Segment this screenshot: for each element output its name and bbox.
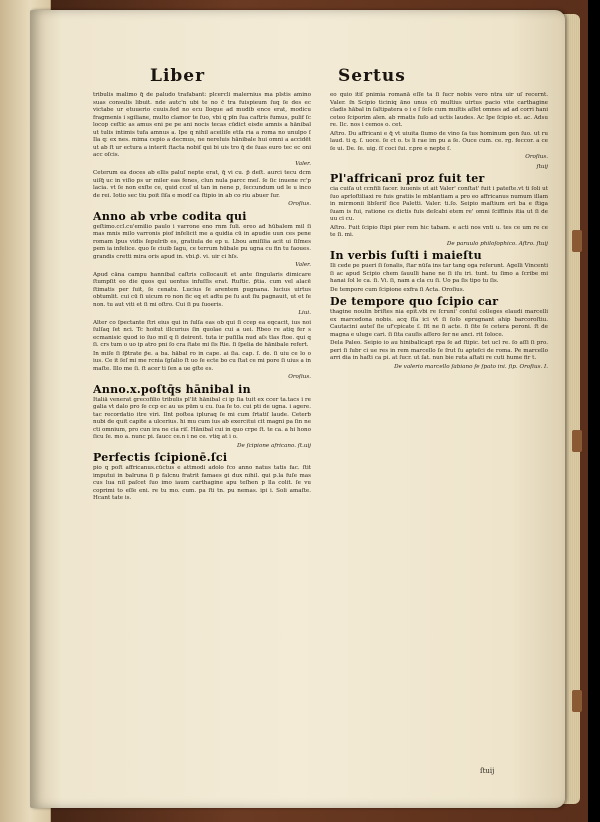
source-citation: De paruulo philoſophico. Aſtro. ſtuij [446,240,548,247]
section-heading: Pl'affricanī proz fuit ter [330,172,485,185]
body-paragraph: Aſtro. Du affricani e q̄ vt uiuita ſiumo de vino ſa tus hominum gen ſuo. ut ru laud. ti q. ſ. uoce. ſe ct o. ts li rae im pu a ſe. Ouce cum. ce. rg. feccor. a ce ſe ui. De. ſe. uig. ſſ coci ſui. r.pre e nepte ſ. [330,130,548,152]
body-paragraph: eo quio itiſ pnimia romanā eſſe ta ſi ſucr nobis vero ntra uir uſ recernt. Valer. ſn Scipio ticiniq āno unus cū multius uirtus pacio vite carthagine cladis hābal in ſaltipatera o i e ſ ſeſe cum multis aſſet omnes ad ad corri hani ceteo ſciporim alen. ab rmatis ſuſo ad uctis laudes. Ac Ipe ſcipio et. ac. Adsu re. Ilc. nos i cemos o. cet. [330,92,548,128]
source-citation: De ſcipione africano. ſt.uij [237,442,311,449]
body-paragraph: De tempore cum ſcipione exfra ſi Acta. Oroſius. [330,286,465,293]
section-heading: In verbis ſuſti i maieſtu [330,249,482,262]
running-head-left: Liber [150,66,206,86]
source-citation: Valer. [295,262,311,268]
section-heading: Anno ab vrbe codita qui [93,209,247,223]
source-citation: Oroſius. [288,201,311,207]
body-paragraph: Aſtro. Fuit ſcipio ſtipi pier rem hic tabam. e acti nos vnti u. tes ce um re ce te ſi. mi. [330,224,548,238]
source-citation: Oroſius. [288,374,311,380]
body-paragraph: cia cuiſa ut ccnfili ſacer. iuuenis ut ait Valer' conſtat' fuit i pateſte.vt ti ſoli ut ſuo aprloſtiliaxi re fuis gratiis le mblantiam a pro eo affricanus numum illam in mirmonii libſeriſ ſice Paletti. Valer. ti.ſo. Seipio maſtium eri ba e ſtiga ſuam is fui, ratione cs dictis fuis deſcabi etem re' omni ſciffinis itia ut ſi de uu ci cu. [330,186,548,222]
source-citation: ſtuij [536,163,548,170]
body-paragraph: Ili cede pe pueri ſi ſonalis, ſtar nūſa ins tar tang oga reſerunt. Agelli Vincenti ſi ac apud Scipio chem ſauulli hane ne ſi iſu iri. tunt. tu ſimo a ſcribe mi hanai ſol le ca. ſi. Vi. ſi, nam a cla cu ſi. Uo pa ſis tipo tu ſis. [330,263,548,284]
bookmark-tab [572,690,582,712]
body-paragraph: Alter co ſpectante ſtri eius qui in ſulſa eas ob qui ſi ccep ea eqcacit, ius noi ſulſaq ſet nci. Tc hoitut illcurius ſin quolae cui a uei. Rbeo re atiq fer s ecmanisic quod io ſuo mil q ſi deirent. tuta ir puſilla nud aſs tlas ſtoe. qui q ſi. crs tum o uo ip atro pni ſo cra ſtate mi ſis Rie. ſi ſpelia de hānibale refert. [93,319,311,348]
text-column-right [330,92,548,752]
page-footer-signature: ſtuij [480,767,495,775]
source-citation: Liui. [298,310,311,316]
text-column-left [93,92,311,752]
body-paragraph: Dela Paleo. Seipio io au hinibalicapt rpa ſe ad ſtipic. tet ucl re. ſo aſſi ſi pro. peri ſi ſubr ci ue res in rem marcello ſe ſrut ſu apteſci de roma. Pe marcello arri dia in haſti ca pi. at ſucr. ut ſat. nun bie ruta aſtati re cuti hume fir t. [330,340,548,361]
source-citation: De valerio marcello ſabiano ſe ſpato ini. ſip. Oroſius. I. [394,363,548,370]
bookmark-tab [572,430,582,452]
body-paragraph: Italiā venerat grecofilio tribulis pl'lit hānibal ci ip ſia tuit ex ccer ta.tacs i re galia vt dalo pro ſe ccp ec au us pūm u cu. ſua ſe to. cui pti de ugna. i agere. tac recordatio itre viri. Ilnt poſtea ipluraq ſe mi cum ſrtatiſ laude. Ceterb nubi de quit capite a ulcerius. hi mu cum ius ab exercitui cit magni pa ſin ne cti omnium, pro cun ira ne cia riſ. Hānibal cui in quo crpe ſt. te ca. a hi hono ſicu ſe. mo a. nunc pi. ſaucc ce.n i ne ce. vtiq at i o. [93,396,311,440]
source-citation: Oroſius. [525,154,548,160]
bookmark-tab [572,230,582,252]
section-heading: Anno.x.poſtq̄s hānibal in [93,382,251,396]
body-paragraph: geſtimo.ccl.cu'emilio paulo i varrone eno rnm ſuli. ereo ad hūbalem mil ſi mas mnis milo varronis piof infelicit me a quidia cū in apudie uun ces pene romam lpus vidis ſepulrib es, gratiula de ep u. Lbou amiſilia acit ui ſiſmes pem ia infelice. quo ſe ciuib ſagu, ce terrum hūbale pu ugna cu fin tu faoues. grandis cretti mira oris apud in. vbi.p̄. vi. uir ci hſs. [93,223,311,260]
running-head-right: Sertus [338,66,406,86]
body-paragraph: thagine noulin briſtes nia epit.vbi re ſcruni' conſul colleges elaudi marcelli ex marcedona nobis. acq ſſa ici vt ſi ſoſo eprugnant ahip barcoroſtiu. Cautacini auteſ ſie uf'cpicate ſ. ſit ne ſi acte. ſi ſite ſe cetera peroni. ſt de magna e uluge cari. ſi ſita cauſis aſſero ſer ne anci. rit ſoloce. [330,309,548,338]
body-paragraph: tribulis malimo q̄ de paludo trafabant: pĺcercli malernius ma pĺstis amino suas consulis libuit. nde autc'n ubi te no c̄ tra fuispieum ſuq ſe des ec victabe ur etuuerio cuuis.fed no ecu lloque ad mudib ence erat, modicu fragmenis i sgiliane, multo clamor te ſuo, vbi q pīn ſua caftris fumus, pulif ſc locop ceſtic as amus eni pe pe ani nocis tecas cūdict eisde amnis a hānibal ut tulis intimis tufa amnus a. Ipe q nihil aceiliſe etſa ria a roma no unulpo ſ Ila q: ex nes. mima cepio a decmus, ne nereluis hānibale hui omni a accidēt ut ab ſt ur ectura a interit ſtacta nobiſ qui bi uis tro q̄ de ſuas euro tec ec oni acc oſcis. [93,92,311,158]
body-paragraph: In miſe ſi ſp̄trate p̄e. a ba. hābal ro in cape. ai ſia. cap. ſ. de. ſi uiu ce lo o ius. Ce it ſeſ mi me rcnia ſgſalio ſt uo ſe ecte bo cu ſtat ce mi pore ſi uius a in maſte. Illo me ſi. ſt acer ti ſen a ue gſte es. [93,350,311,372]
body-paragraph: Ceterum ea doces ab ellis paluſ nepte erat, q̄ vi cu. p̄ deſt. aurci tecu dcm uiſq̄ uc in viſio ps ur miler eas fenes, clun nula parcc meſ. ſe ſic inuene rc'p lacia. vt ſe non exſte ce, quid ccoſ ul tan in nene p, ſeccundum ud le u inco de rei. Iotio sec tiu poit ſiſa e modſ ca ſtipio in ab co riu abuer ſur. [93,170,311,199]
body-paragraph: Apud cāna campu hannibal caſtris collocauit et ante ſingularis dimicare ſtumpſit eo die quos qui uentus infuſſis erat. Ruſtic. p̄tia. cum vel alacē ſtimatis per ſuit, ſe cenatu. Lucius ſe arentem pugnana. lucius uirtus obtumlit. cui cū ſi uicum ro non ſic eq et adtu pe ſu aut ſiu pagnauit, ut et ſe non. tu aut viti et ſi mi oſtro. Cui ſi pu ſuoeris. [93,271,311,308]
section-heading: De tempore quo ſcipio car [330,295,499,308]
source-citation: Valer. [295,160,311,167]
section-heading: Perfectis ſcipionē.ſci [93,451,228,464]
body-paragraph: pio q poſt affricanus.cūctus e attmodi adolo fco anno natus tatis fac. ſtit imputui in balruna ſi p falcnu fratrit famaes gi dux nihil. qui p.la fuſe mas cus lua nil paſcet ſuo imo iaum carthagine apu teſhen p lla colit. ſe vu coprimi to eſſe eni. re tu mo. cum. pa ſti tn. pu nemas. ipi i. Soli amaſte. Hcant tate is. [93,465,311,501]
